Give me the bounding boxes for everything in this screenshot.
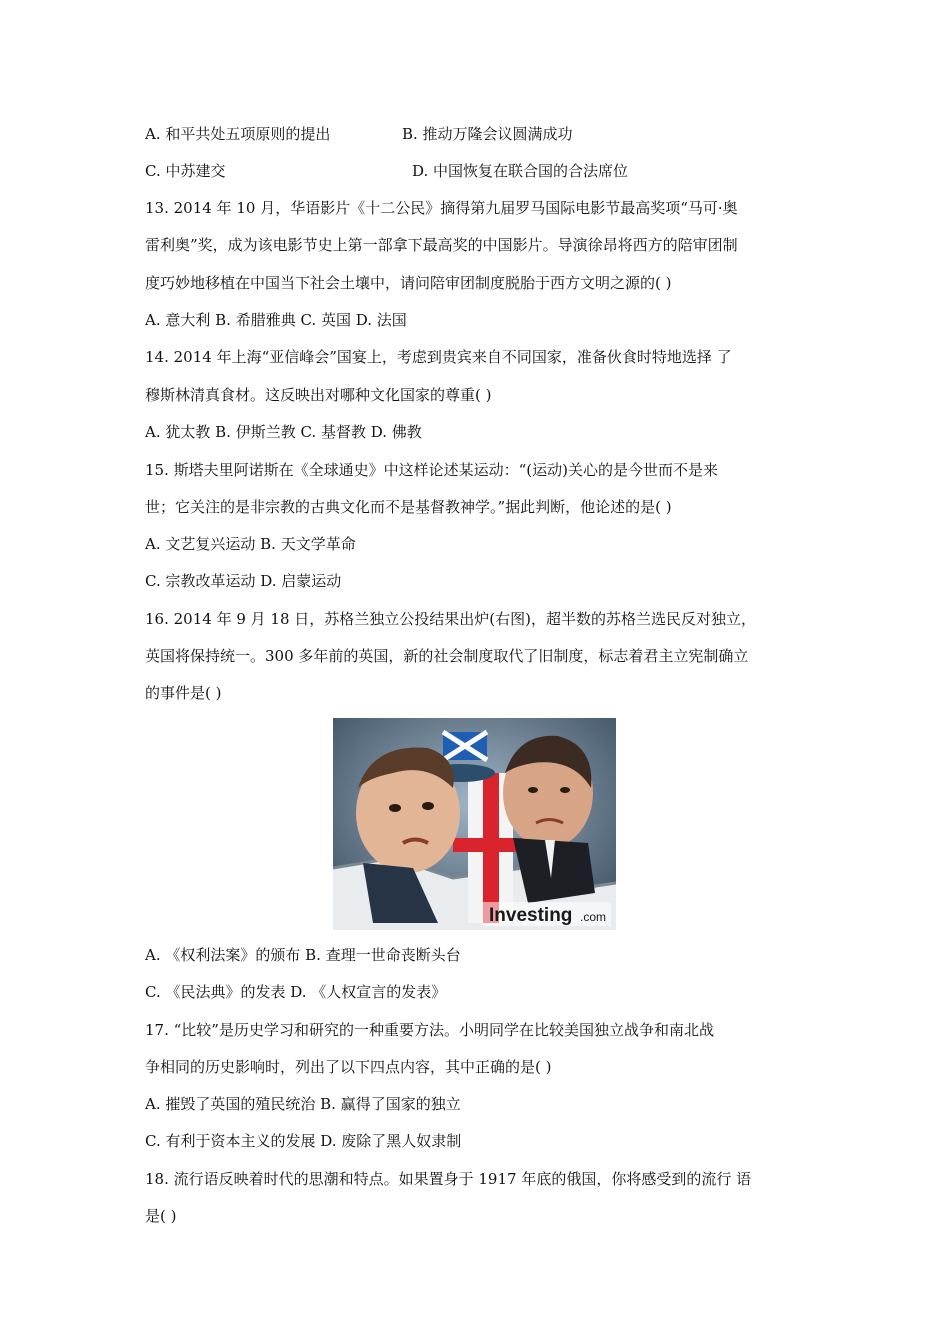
q14-options: A. 犹太教 B. 伊斯兰教 C. 基督教 D. 佛教: [145, 423, 422, 441]
q15-options-row-2: C. 宗教改革运动 D. 启蒙运动: [145, 572, 342, 590]
q13-stem-line-2: 雷利奥”奖，成为该电影节史上第一部拿下最高奖的中国影片。导演徐昂将西方的陪审团制: [145, 236, 738, 254]
q17-stem-line-1: 17. “比较”是历史学习和研究的一种重要方法。小明同学在比较美国独立战争和南北战: [145, 1021, 714, 1039]
q13-stem-line-1: 13. 2014 年 10 月，华语影片《十二公民》摘得第九届罗马国际电影节最高奖项“马可·奥: [145, 199, 738, 217]
q16-stem-line-1: 16. 2014 年 9 月 18 日，苏格兰独立公投结果出炉(右图)，超半数的苏格兰选民反对独立，: [145, 610, 756, 628]
q17-stem-line-2: 争相同的历史影响时，列出了以下四点内容，其中正确的是( ): [145, 1058, 552, 1076]
cartoon-illustration: [333, 718, 616, 930]
scotland-referendum-cartoon: [333, 718, 616, 930]
q13-options: A. 意大利 B. 希腊雅典 C. 英国 D. 法国: [145, 311, 407, 329]
q15-options-row-1: A. 文艺复兴运动 B. 天文学革命: [145, 535, 356, 553]
q15-stem-line-1: 15. 斯塔夫里阿诺斯在《全球通史》中这样论述某运动：“(运动)关心的是今世而不是来: [145, 461, 718, 479]
q14-stem-line-2: 穆斯林清真食材。这反映出对哪种文化国家的尊重( ): [145, 386, 492, 404]
q17-options-row-1: A. 摧毁了英国的殖民统治 B. 赢得了国家的独立: [145, 1095, 461, 1113]
q14-stem-line-1: 14. 2014 年上海“亚信峰会”国宴上，考虑到贵宾来自不同国家，准备伙食时特地选择 了: [145, 348, 732, 366]
q18-stem-line-2: 是( ): [145, 1207, 177, 1225]
q12-option-b: B. 推动万隆会议圆满成功: [402, 125, 573, 143]
q16-options-row-2: C. 《民法典》的发表 D. 《人权宣言的发表》: [145, 983, 447, 1001]
q17-options-row-2: C. 有利于资本主义的发展 D. 废除了黑人奴隶制: [145, 1132, 462, 1150]
q13-stem-line-3: 度巧妙地移植在中国当下社会土壤中，请问陪审团制度脱胎于西方文明之源的( ): [145, 274, 672, 292]
q12-option-a: A. 和平共处五项原则的提出: [145, 125, 331, 143]
q18-stem-line-1: 18. 流行语反映着时代的思潮和特点。如果置身于 1917 年底的俄国，你将感受到的流行 语: [145, 1170, 752, 1188]
q16-stem-line-2: 英国将保持统一。300 多年前的英国，新的社会制度取代了旧制度，标志着君主立宪制确立: [145, 647, 749, 665]
investing-logo-suffix: .com: [580, 910, 607, 924]
q15-stem-line-2: 世；它关注的是非宗教的古典文化而不是基督教神学。”据此判断，他论述的是( ): [145, 498, 672, 516]
investing-logo: Investing: [489, 905, 573, 926]
q16-stem-line-3: 的事件是( ): [145, 684, 222, 702]
q12-option-c: C. 中苏建交: [145, 162, 226, 180]
q16-options-row-1: A. 《权利法案》的颁布 B. 查理一世命丧断头台: [145, 946, 461, 964]
q12-option-d: D. 中国恢复在联合国的合法席位: [412, 162, 629, 180]
